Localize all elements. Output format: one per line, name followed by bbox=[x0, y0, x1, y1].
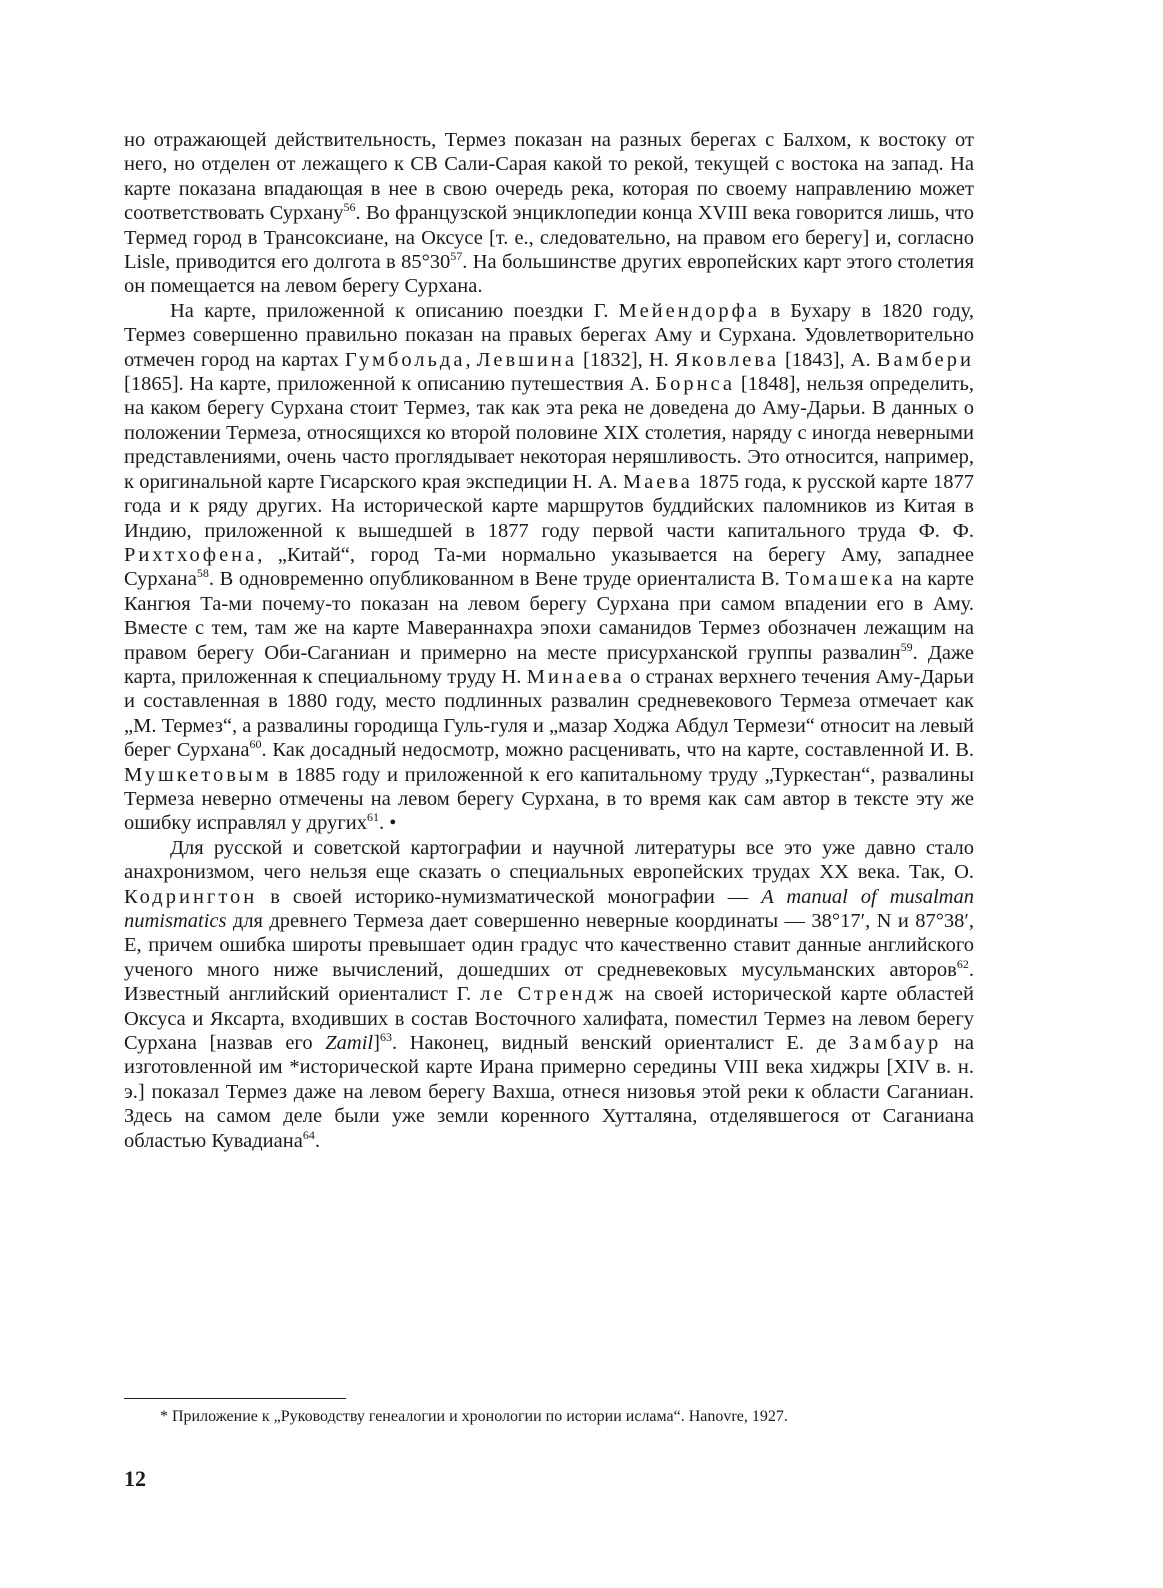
spaced-name: Замбаур bbox=[848, 1032, 942, 1055]
main-text bbox=[124, 128, 974, 1153]
text-run: [1832], Н. bbox=[576, 348, 675, 371]
spaced-name: Левшина bbox=[476, 348, 577, 371]
text-run: . • bbox=[378, 812, 397, 835]
footnote-ref: 63 bbox=[379, 1030, 392, 1045]
text-run: . Как досадный недосмотр, можно расценивать, что на карте, составленной И. В. bbox=[261, 739, 975, 762]
footnote-divider bbox=[124, 1398, 346, 1399]
text-run: . В одновременно опубликованном в Вене труде ориенталиста В. bbox=[208, 568, 786, 591]
footnote-ref: 60 bbox=[249, 737, 262, 752]
spaced-name: ле Стрендж bbox=[480, 983, 617, 1006]
text-run: , „Китай“, город Та-ми нормально указывается на берегу Аму, западнее Сурхана bbox=[124, 543, 974, 591]
spaced-name: Вамбери bbox=[876, 348, 974, 371]
text-run: для древнего Термеза дает совершенно неверные координаты — 38°17′, N и 87°38′, E, причем ошибка широты превышает один градус что качественно ставит данные английского ученого много ниже вычислений, дошедших от средневековых мусульманских авторов bbox=[124, 910, 974, 981]
footnote: * Приложение к „Руководству генеалогии и хронологии по истории ислама“. Hanovre, 1927. bbox=[160, 1408, 788, 1425]
page-number: 12 bbox=[124, 1466, 146, 1491]
footnote-ref: 64 bbox=[302, 1127, 315, 1142]
italic-title: A manual of musalman numismatics bbox=[124, 885, 974, 932]
text-run: [1843], А. bbox=[778, 348, 877, 371]
text-run: на своей исторической карте областей Оксуса и Яксарта, входивших в состав Восточного халифата, поместил Термез на левом берегу Сурхана [назвав его bbox=[124, 983, 974, 1055]
text-run: о странах верхнего течения Аму-Дарьи и составленная в 1880 году, место подлинных развалин средневекового Термеза отмечает как „М. Термез“, а развалины городища Гуль-гуля и „мазар Ходжа Абдул Термези“ относит на левый берег Сурхана bbox=[124, 665, 974, 762]
spaced-name: Мушкетовым bbox=[124, 763, 272, 786]
spaced-name: Маева bbox=[622, 470, 693, 493]
text-run: [1848], нельзя определить, на каком берегу Сурхана стоит Термез, так как эта река не доведена до Аму-Дарьи. В данных о положении Термеза, относящихся ко второй половине XIX столетия, наряду с иногда неверными представлениями, очень часто проглядывает некоторая неряшливость. Это относится, например, к оригинальной карте Гисарского края экспедиции Н. А. bbox=[124, 373, 974, 493]
text-run: на карте Кангюя Та-ми почему-то показан на левом берегу Сурхана при самом впадении его в Аму. Вместе с тем, там же на карте Мавераннахра эпохи саманидов Термез обозначен лежащим на правом берегу Оби-Саганиан и примерно на месте присурханской группы развалин bbox=[124, 568, 974, 664]
footnote-ref: 61 bbox=[366, 810, 379, 825]
spaced-name: Гумбольда bbox=[344, 348, 466, 371]
spaced-name: Томашека bbox=[785, 568, 896, 591]
paragraph-2 bbox=[124, 299, 974, 836]
text-run: . Во французской энциклопедии конца XVIII века говорится лишь, что Термед город в Трансоксиане, на Оксусе [т. е., следовательно, на правом его берегу] и, согласно Lisle, приводится его долгота в 85°30 bbox=[124, 202, 974, 274]
text-run: ] bbox=[373, 1032, 380, 1055]
spaced-name: Кодрингтон bbox=[124, 885, 258, 908]
footnote-ref: 59 bbox=[900, 639, 913, 654]
text-run: в 1885 году и приложенной к его капитальному труду „Туркестан“, развалины Термеза неверно отмечены на левом берегу Сурхана, в то время как сам автор в тексте эту же ошибку исправлял у других bbox=[124, 763, 974, 835]
spaced-name: Борнса bbox=[655, 373, 736, 396]
paragraph-1 bbox=[124, 128, 974, 299]
footnote-ref: 62 bbox=[956, 956, 969, 971]
text-run: На карте, приложенной к описанию поездки Г. bbox=[170, 299, 619, 322]
footnote-ref: 58 bbox=[196, 566, 209, 581]
text-run: . Известный английский ориенталист Г. bbox=[124, 958, 974, 1006]
text-run: на изготовленной им *исторической карте Ирана примерно середины VIII века хиджры [XIV в. н. э.] показал Термез даже на левом берегу Вахша, отнеся низовья этой реки к области Саганиан. Здесь на самом деле были уже земли коренного Хутталяна, отделявшегося от Саганиана областью Кувадиана bbox=[124, 1032, 974, 1152]
text-run: 1875 года, к русской карте 1877 года и к ряду других. На исторической карте маршрутов буддийских паломников из Китая в Индию, приложенной к вышедшей в 1877 году первой части капитального труда Ф. Ф. bbox=[124, 470, 975, 542]
italic-title: Zamil bbox=[325, 1032, 374, 1055]
text-run: , bbox=[465, 348, 477, 371]
text-run: . bbox=[314, 1129, 320, 1152]
paragraph-3 bbox=[124, 836, 974, 1153]
spaced-name: Мейендорфа bbox=[618, 299, 761, 322]
text-run: . Наконец, видный венский ориенталист Е. де bbox=[391, 1032, 849, 1055]
text-run: в своей историко-нумизматической монографии — bbox=[257, 885, 762, 908]
text-run: но отражающей действительность, Термез показан на разных берегах с Балхом, к востоку от него, но отделен от лежащего к СВ Сали-Сарая какой то рекой, текущей с востока на запад. На карте показана впадающая в нее в свою очередь река, которая по своему направлению может соответствовать Сурхану bbox=[124, 129, 974, 225]
footnote-ref: 57 bbox=[450, 249, 463, 264]
text-run: . Даже карта, приложенная к специальному труду Н. bbox=[124, 641, 974, 688]
spaced-name: Рихтхофена bbox=[124, 543, 258, 566]
spaced-name: Минаева bbox=[526, 665, 625, 688]
footnote-ref: 56 bbox=[343, 200, 356, 215]
spaced-name: Яковлева bbox=[674, 348, 779, 371]
text-run: Для русской и советской картографии и научной литературы все это уже давно стало анахронизмом, чего нельзя еще сказать о специальных европейских трудах XX века. Так, О. bbox=[124, 836, 974, 884]
text-run: . На большинстве других европейских карт этого столетия он помещается на левом берегу Сурхана. bbox=[124, 251, 975, 298]
text-run: [1865]. На карте, приложенной к описанию путешествия А. bbox=[124, 373, 656, 396]
text-run: в Бухару в 1820 году, Термез совершенно правильно показан на правых берегах Аму и Сурхана. Удовлетворительно отмечен город на картах bbox=[124, 299, 974, 371]
